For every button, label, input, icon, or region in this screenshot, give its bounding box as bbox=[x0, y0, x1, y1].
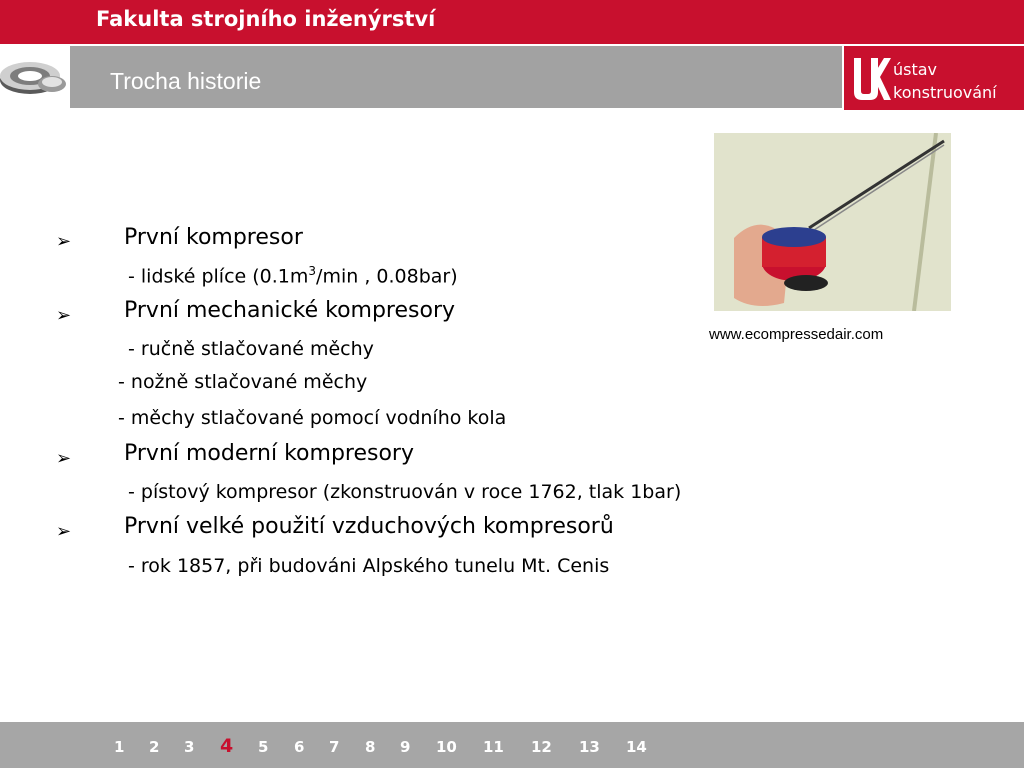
nav-page-8[interactable]: 8 bbox=[365, 738, 376, 756]
compressor-photo bbox=[714, 133, 951, 311]
bullet-icon: ➢ bbox=[56, 521, 72, 542]
logo-text-line1: ústav bbox=[893, 60, 938, 79]
bearing-image bbox=[0, 46, 68, 108]
nav-page-6[interactable]: 6 bbox=[294, 738, 305, 756]
nav-page-10[interactable]: 10 bbox=[436, 738, 457, 756]
nav-page-5[interactable]: 5 bbox=[258, 738, 269, 756]
nav-page-1[interactable]: 1 bbox=[114, 738, 125, 756]
sub-item-2b: - nožně stlačované měchy bbox=[118, 371, 368, 393]
sub-item-1: - lidské plíce ($0.1m^3/\min$ , 0.08bar) bbox=[128, 264, 458, 288]
bullet-icon: ➢ bbox=[56, 448, 72, 469]
faculty-name: Fakulta strojního inženýrství bbox=[96, 7, 436, 31]
nav-page-9[interactable]: 9 bbox=[400, 738, 411, 756]
nav-page-11[interactable]: 11 bbox=[483, 738, 504, 756]
sub-item-2a: - ručně stlačované měchy bbox=[128, 338, 374, 360]
nav-page-4-current[interactable]: 4 bbox=[220, 735, 234, 757]
nav-page-14[interactable]: 14 bbox=[626, 738, 647, 756]
nav-page-12[interactable]: 12 bbox=[531, 738, 552, 756]
nav-page-13[interactable]: 13 bbox=[579, 738, 600, 756]
sub-item-4: - rok 1857, při budováni Alpského tunelu Mt. Cenis bbox=[128, 555, 610, 577]
bullet-item-3: První moderní kompresory bbox=[124, 441, 414, 466]
photo-caption: www.ecompressedair.com bbox=[709, 326, 884, 343]
bullet-item-4: První velké použití vzduchových kompresorů bbox=[124, 514, 614, 539]
bullet-item-1: První kompresor bbox=[124, 225, 303, 250]
sub-item-2c: - měchy stlačované pomocí vodního kola bbox=[118, 407, 507, 429]
sub-item-3: - pístový kompresor (zkonstruován v roce 1762, tlak 1bar) bbox=[128, 481, 682, 503]
bullet-icon: ➢ bbox=[56, 231, 72, 252]
bullet-icon: ➢ bbox=[56, 305, 72, 326]
section-title: Trocha historie bbox=[110, 68, 262, 94]
bullet-item-2: První mechanické kompresory bbox=[124, 298, 456, 323]
nav-page-7[interactable]: 7 bbox=[329, 738, 340, 756]
nav-page-2[interactable]: 2 bbox=[149, 738, 160, 756]
nav-page-3[interactable]: 3 bbox=[184, 738, 195, 756]
logo-text-line2: konstruování bbox=[893, 83, 997, 102]
